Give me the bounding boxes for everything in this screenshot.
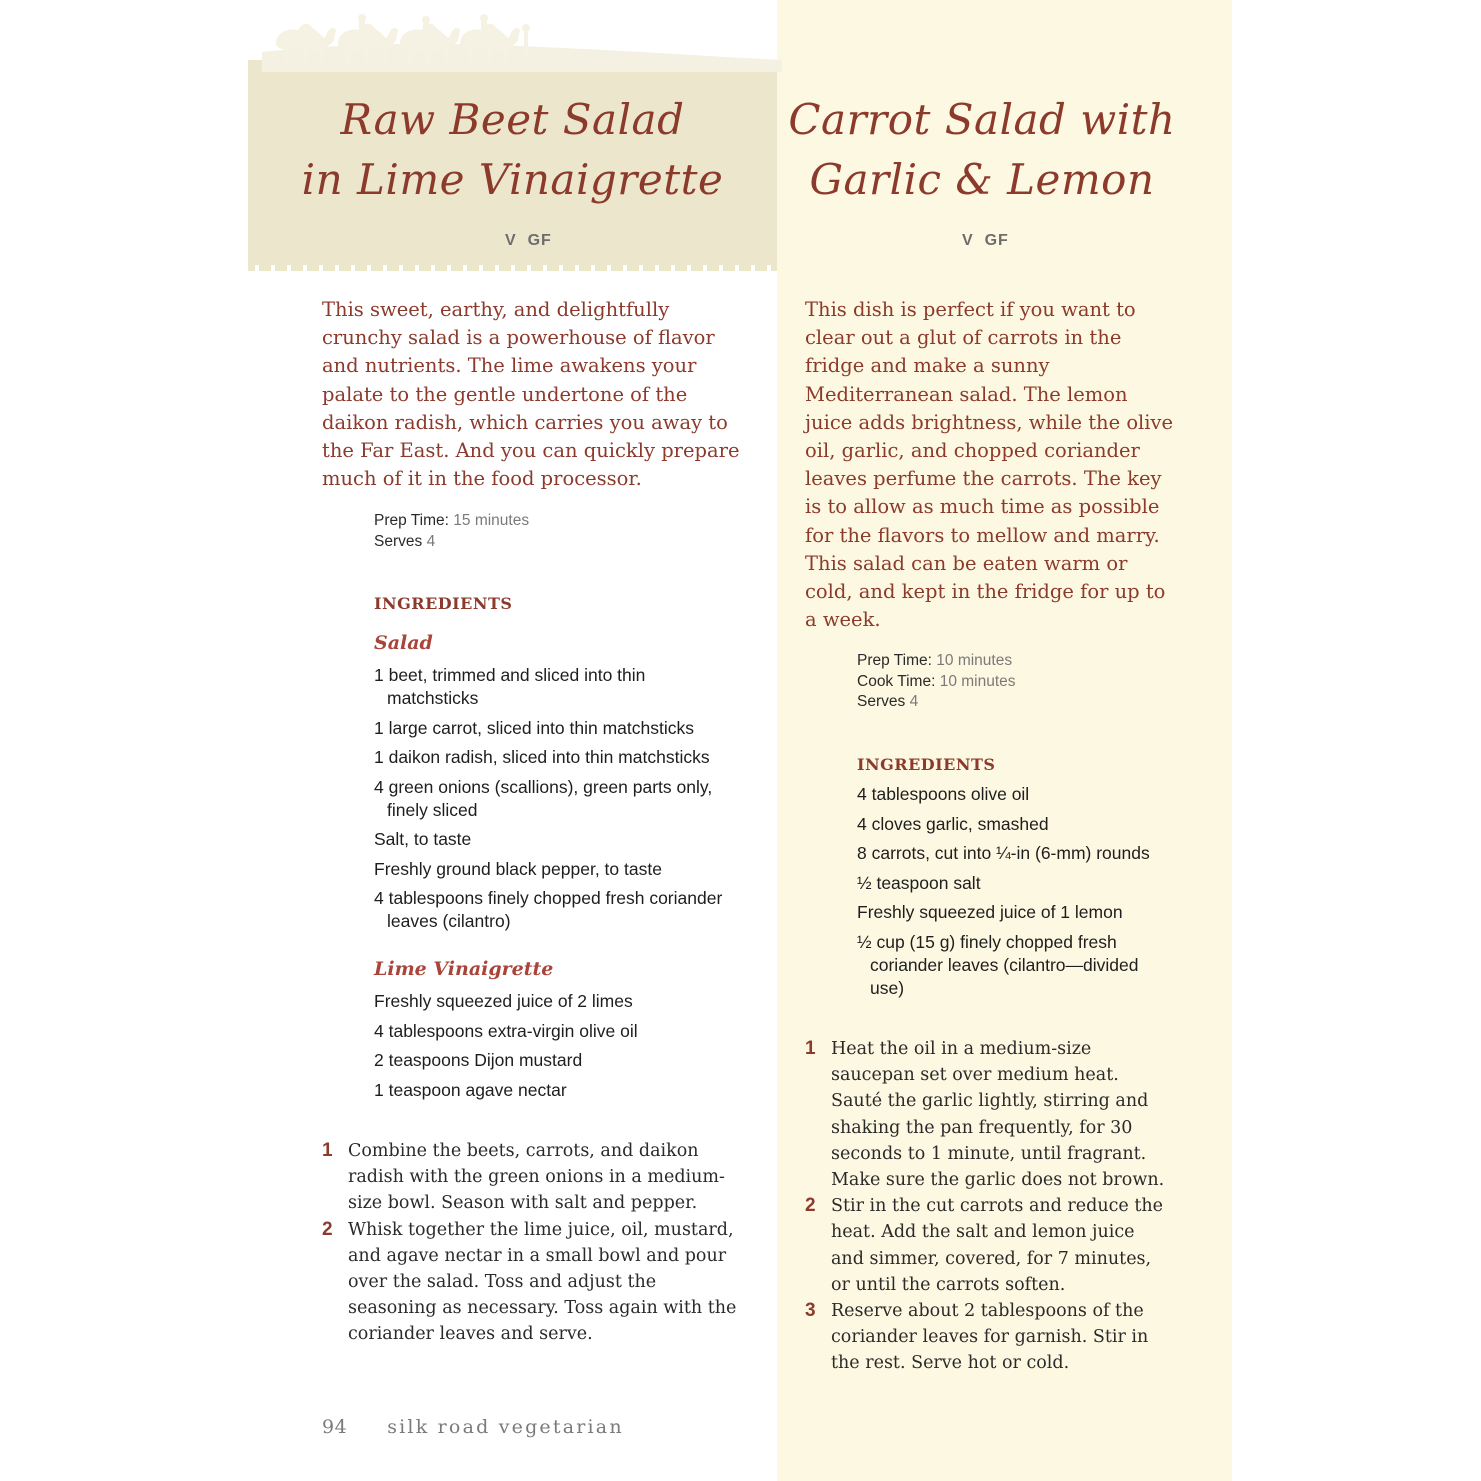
vinaigrette-heading: Lime Vinaigrette [374,958,554,980]
list-item: 1 daikon radish, sliced into thin matchsticks [374,747,710,767]
list-item: 1 large carrot, sliced into thin matchsticks [374,717,694,738]
vinaigrette-ingredients [374,990,734,1108]
list-item: Salt, to taste [374,829,472,849]
prep-time: Prep Time: 15 minutes [374,512,530,529]
list-item: ½ cup (15 g) finely chopped fresh coriander leaves (cilantro—divided use) [857,931,1139,998]
salad-heading: Salad [374,632,433,654]
ingredients-heading-left: INGREDIENTS [374,594,513,613]
serves: Serves 4 [374,532,436,550]
page-footer [322,1416,624,1438]
list-item: 1 teaspoon agave nectar [374,1079,567,1100]
prep-time: Prep Time: 10 minutes [857,652,1013,669]
carrot-ingredients [857,783,1157,1006]
list-item: 4 tablespoons olive oil [857,784,1030,804]
list-item: 4 green onions (scallions), green parts only, finely sliced [374,776,713,820]
steps-right [805,1036,1170,1377]
list-item: 1 beet, trimmed and sliced into thin matchsticks [374,665,646,708]
camel-caravan-illustration [262,8,782,72]
recipe-title-left [248,90,777,210]
list-item: ½ teaspoon salt [857,872,981,893]
ingredients-heading-right: INGREDIENTS [857,755,996,774]
step: 1 Combine the beets, carrots, and daikon radish with the green onions in a medium-size bowl. Season with salt and pepper. [322,1140,725,1214]
list-item: 2 teaspoons Dijon mustard [374,1050,583,1070]
title-line: Carrot Salad with [788,95,1176,144]
list-item: 8 carrots, cut into ¼-in (6-mm) rounds [857,843,1150,863]
intro-right: This dish is perfect if you want to clear out a glut of carrots in the fridge and make a sunny Mediterranean salad. The lemon juice adds brightness, while the olive oil, garlic, and chopped coriander leaves perfume the carrots. The key is to allow as much time as possible for the flavors to mellow and marry. This salad can be eaten warm or cold, and kept in the fridge for up to a week. [805,298,1174,632]
recipe-title-right [777,90,1187,210]
diet-tags-right: V GF [962,232,1009,249]
list-item: 4 cloves garlic, smashed [857,813,1049,834]
title-line: Garlic & Lemon [809,155,1155,204]
book-title: silk road vegetarian [387,1416,624,1438]
list-item: Freshly squeezed juice of 1 lemon [857,902,1123,922]
title-line: in Lime Vinaigrette [301,155,724,204]
step: 3 Reserve about 2 tablespoons of the coriander leaves for garnish. Stir in the rest. Serve hot or cold. [805,1300,1149,1374]
steps-left [322,1138,742,1348]
meta-left [374,511,529,552]
page-number: 94 [322,1416,348,1438]
list-item: 4 tablespoons finely chopped fresh coriander leaves (cilantro) [374,888,723,931]
serves: Serves 4 [857,693,919,710]
step: 1 Heat the oil in a medium-size saucepan set over medium heat. Sauté the garlic lightly, stirring and shaking the pan frequently, for 30 seconds to 1 minute, until fragrant. Make sure the garlic does not brown. [805,1038,1165,1191]
list-item: 4 tablespoons extra-virgin olive oil [374,1020,638,1041]
list-item: Freshly squeezed juice of 2 limes [374,991,633,1011]
list-item: Freshly ground black pepper, to taste [374,858,662,879]
diet-tags-left: V GF [505,232,552,249]
step: 2 Stir in the cut carrots and reduce the heat. Add the salt and lemon juice and simmer, covered, for 7 minutes, or until the carrots soften. [805,1195,1163,1295]
meta-right [857,651,1016,713]
title-line: Raw Beet Salad [340,95,685,144]
cook-time: Cook Time: 10 minutes [857,672,1016,690]
salad-ingredients [374,664,734,940]
intro-left: This sweet, earthy, and delightfully crunchy salad is a powerhouse of flavor and nutrients. The lime awakens your palate to the gentle undertone of the daikon radish, which carries you away to the Far East. And you can quickly prepare much of it in the food processor. [322,298,740,491]
step: 2 Whisk together the lime juice, oil, mustard, and agave nectar in a small bowl and pour over the salad. Toss and adjust the seasoning as necessary. Toss again with the coriander leaves and serve. [322,1218,737,1345]
